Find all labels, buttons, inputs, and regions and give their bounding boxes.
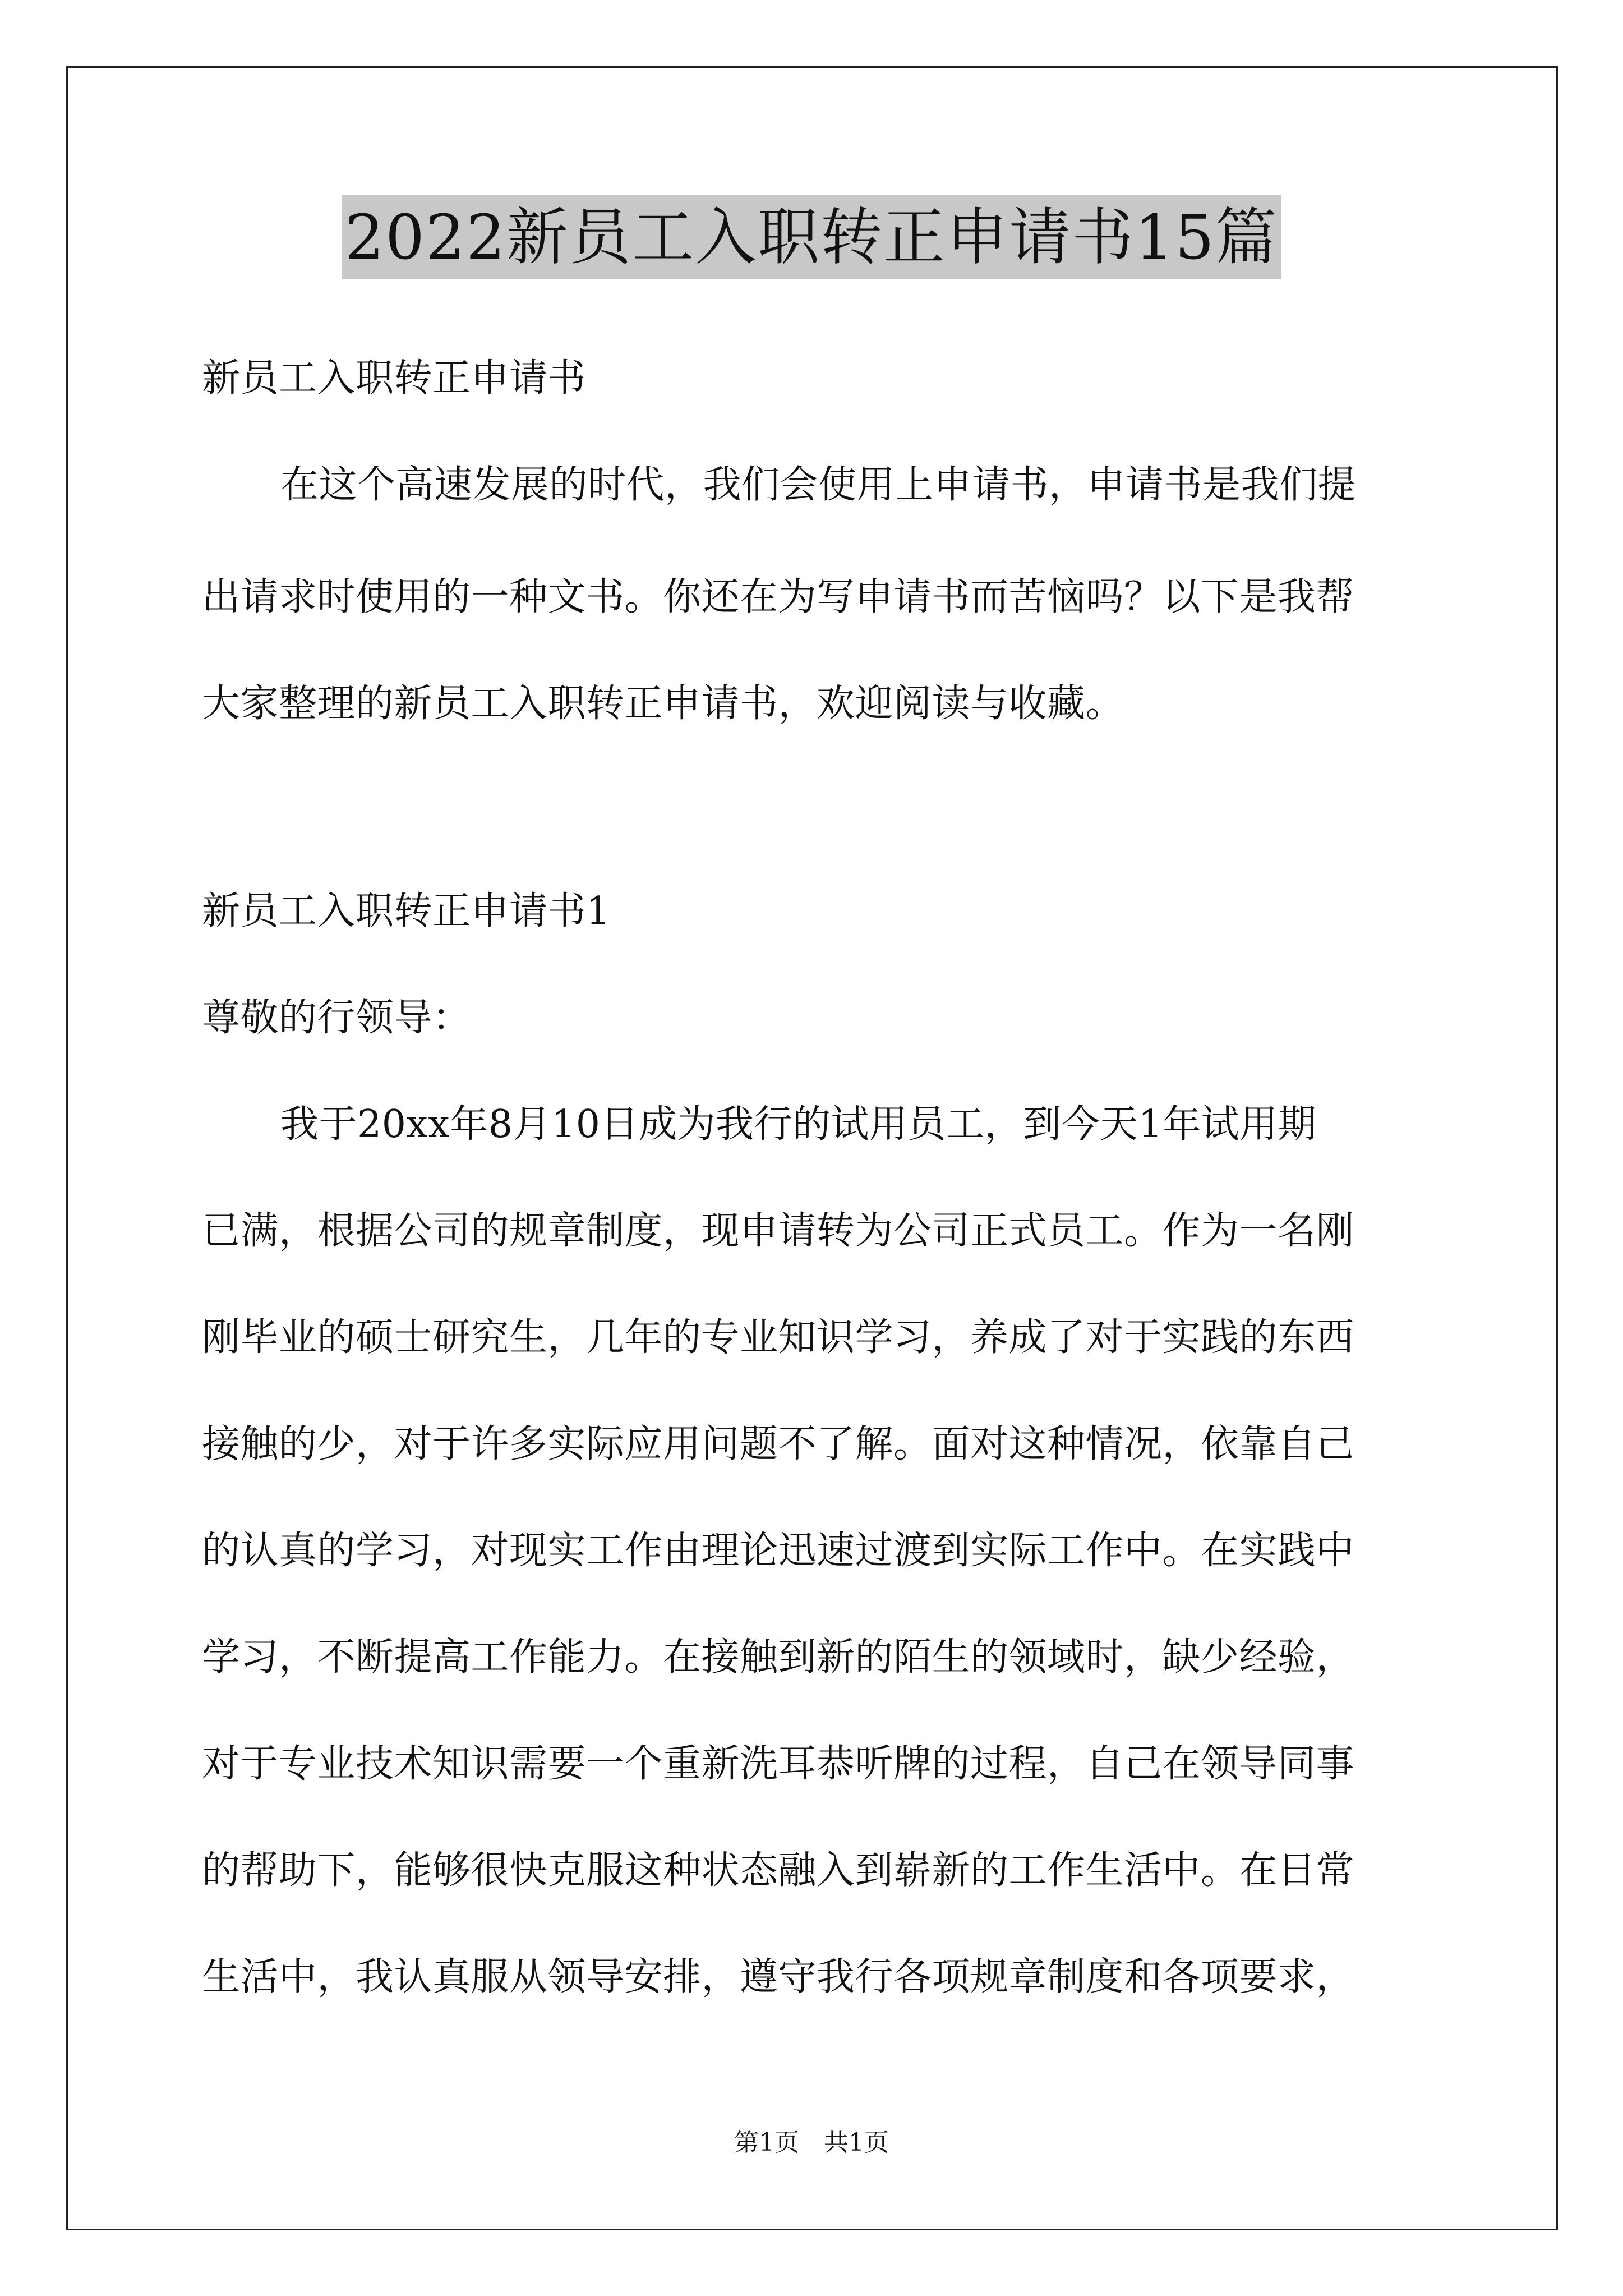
title-container <box>0 195 1623 279</box>
paragraph-line: 大家整理的新员工入职转正申请书，欢迎阅读与收藏。 <box>202 682 1124 726</box>
paragraph-line: 学习，不断提高工作能力。在接触到新的陌生的领域时，缺少经验， <box>202 1635 1355 1680</box>
section-heading: 新员工入职转正申请书1 <box>202 889 611 933</box>
paragraph-line: 出请求时使用的一种文书。你还在为写申请书而苦恼吗？以下是我帮 <box>202 575 1355 619</box>
paragraph-line: 已满，根据公司的规章制度，现申请转为公司正式员工。作为一名刚 <box>202 1209 1355 1253</box>
document-title: 2022新员工入职转正申请书15篇 <box>342 195 1281 279</box>
paragraph-line: 生活中，我认真服从领导安排，遵守我行各项规章制度和各项要求， <box>202 1955 1355 1999</box>
paragraph-line: 我于20xx年8月10日成为我行的试用员工，到今天1年试用期 <box>280 1102 1317 1147</box>
paragraph-line: 在这个高速发展的时代，我们会使用上申请书，申请书是我们提 <box>280 463 1357 507</box>
paragraph-line: 的帮助下，能够很快克服这种状态融入到崭新的工作生活中。在日常 <box>202 1848 1355 1893</box>
paragraph-line: 对于专业技术知识需要一个重新洗耳恭听牌的过程，自己在领导同事 <box>202 1742 1355 1786</box>
paragraph-line: 刚毕业的硕士研究生，几年的专业知识学习，养成了对于实践的东西 <box>202 1315 1355 1360</box>
section-heading: 新员工入职转正申请书 <box>202 356 587 401</box>
paragraph-line: 接触的少，对于许多实际应用问题不了解。面对这种情况，依靠自己 <box>202 1422 1355 1466</box>
paragraph-line: 的认真的学习，对现实工作由理论迅速过渡到实际工作中。在实践中 <box>202 1529 1355 1573</box>
salutation: 尊敬的行领导： <box>202 996 471 1040</box>
page-footer: 第1页 共1页 <box>734 2128 889 2157</box>
